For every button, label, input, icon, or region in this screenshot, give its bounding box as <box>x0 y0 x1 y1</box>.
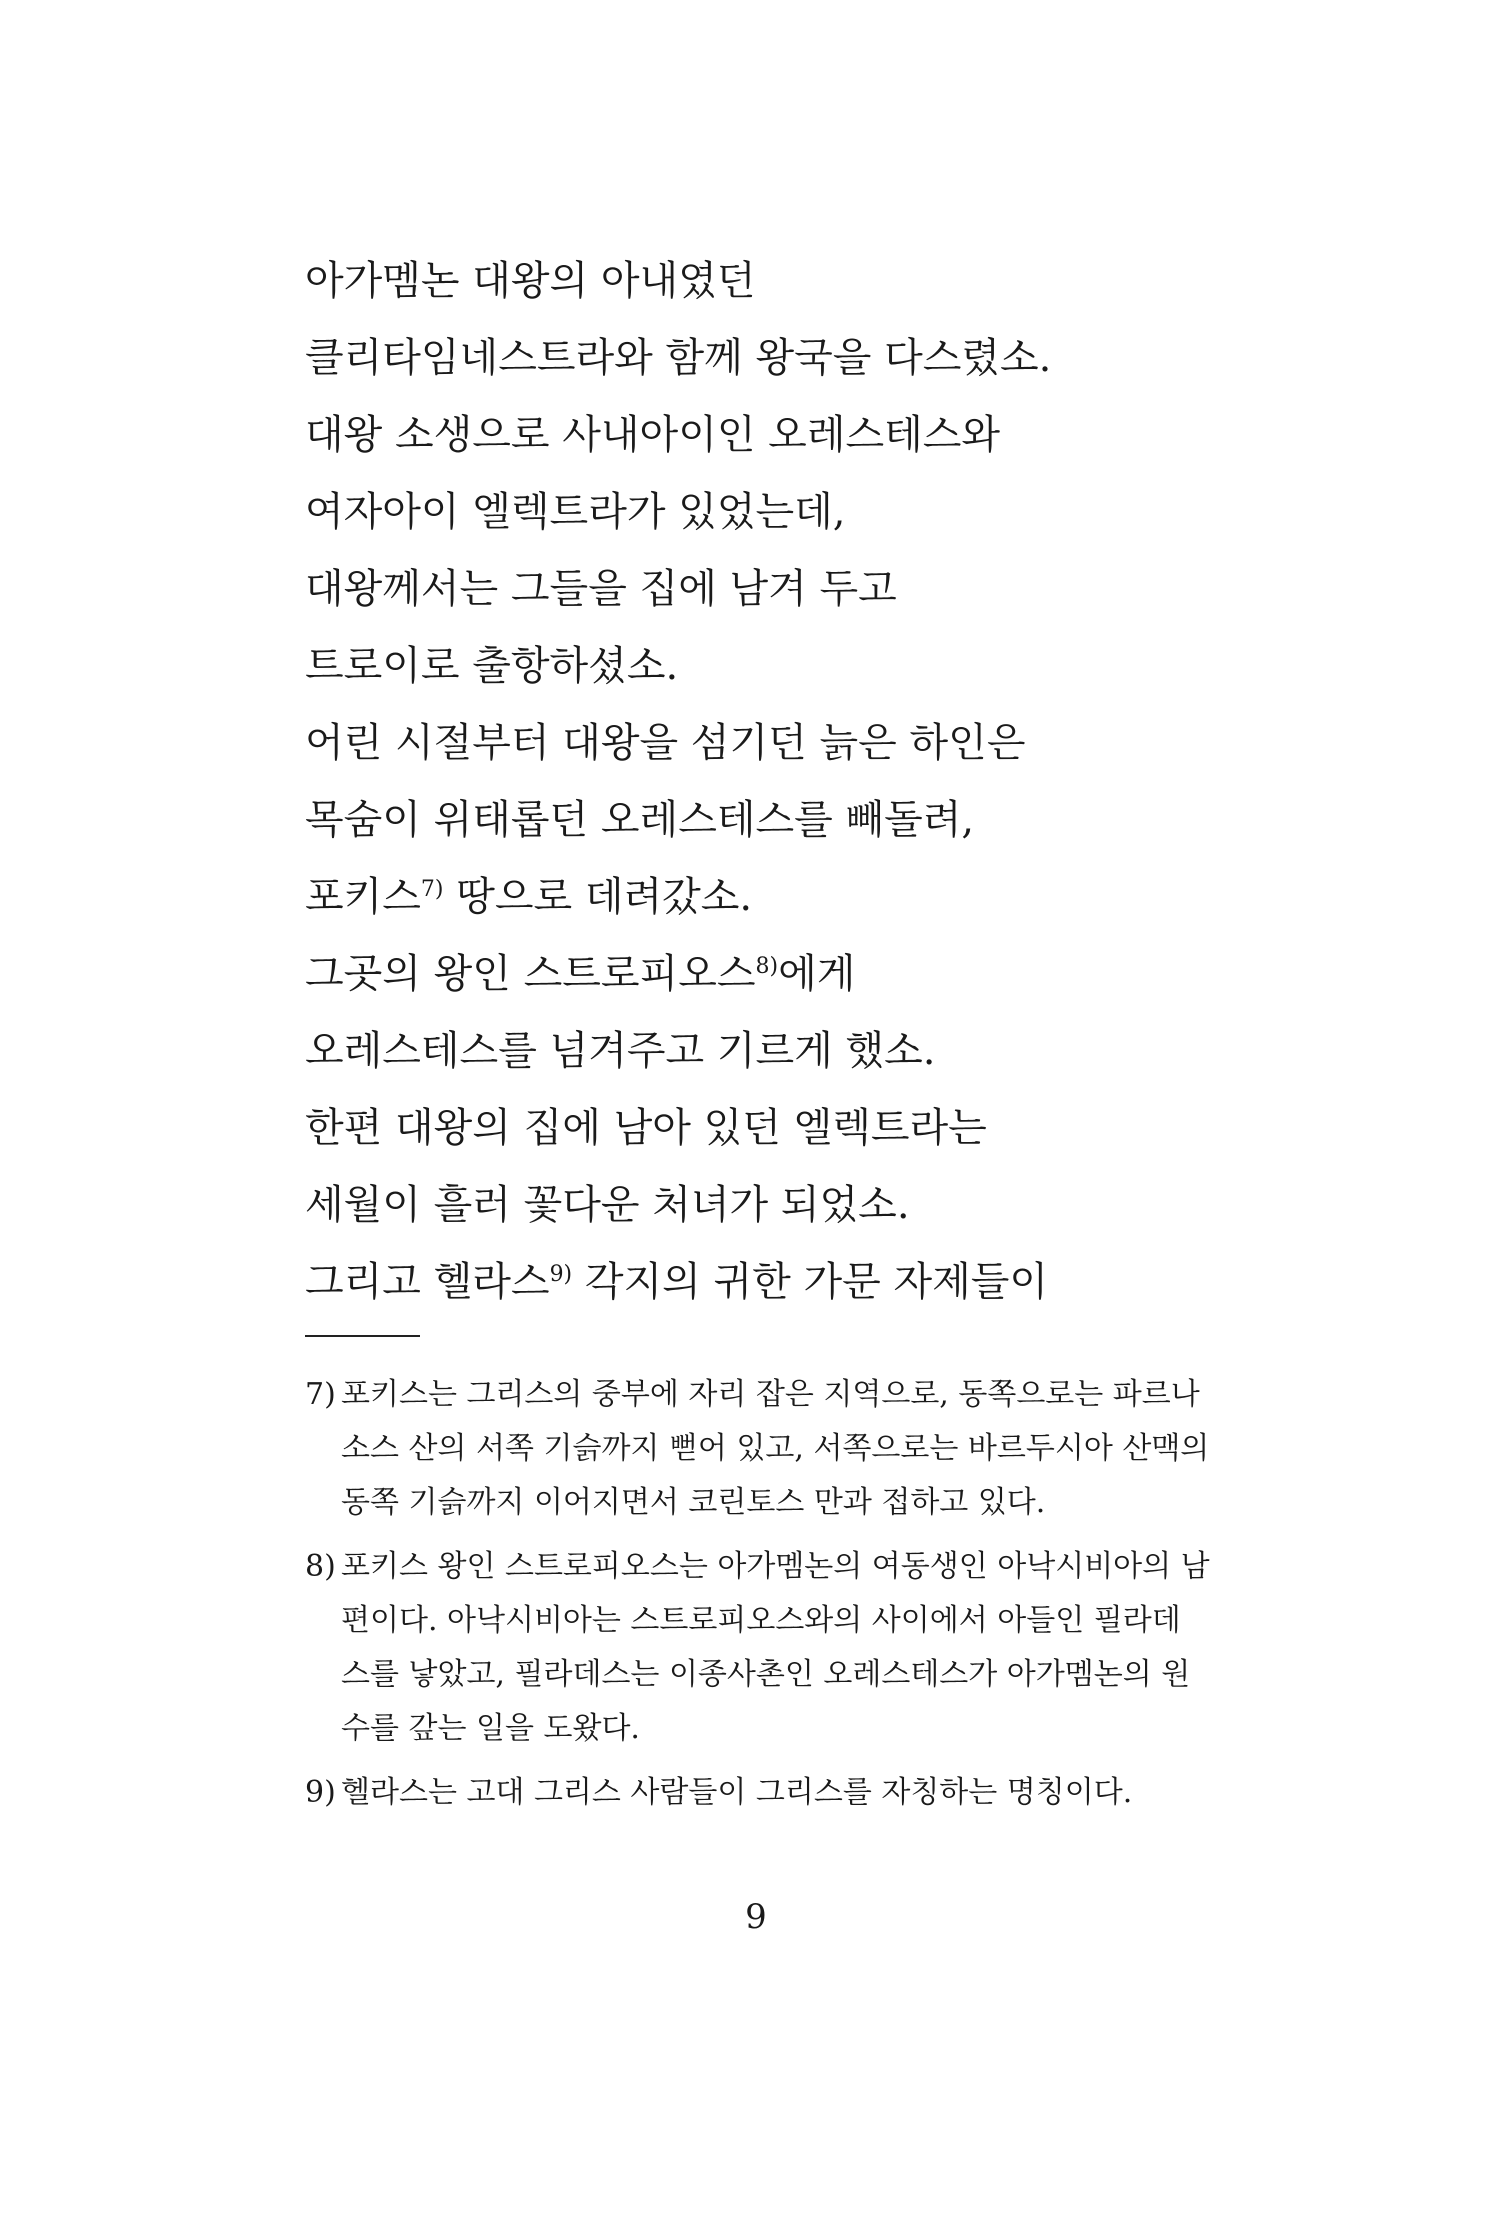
footnote-number: 7) <box>305 1377 336 1412</box>
verse-line <box>305 556 1305 633</box>
verse-line <box>305 1249 1305 1326</box>
page-number: 9 <box>745 1897 767 1937</box>
footnote-line: 헬라스는 고대 그리스 사람들이 그리스를 자칭하는 명칭이다. <box>341 1775 1133 1810</box>
footnote-line: 포키스는 그리스의 중부에 자리 잡은 지역으로, 동쪽으로는 파르나 <box>341 1377 1200 1412</box>
footnote-7 <box>305 1368 1245 1530</box>
footnote-reference: 9) <box>549 1262 573 1287</box>
verse-line-text: 트로이로 출항하셨소. <box>305 643 679 689</box>
verse-line-text: 그곳의 왕인 스트로피오스 <box>305 951 756 997</box>
footnote-divider <box>305 1335 420 1337</box>
verse-line-text: 아가멤논 대왕의 아내였던 <box>305 258 756 304</box>
footnote-line: 포키스 왕인 스트로피오스는 아가멤논의 여동생인 아낙시비아의 남 <box>341 1549 1210 1584</box>
verse-line-text: 대왕 소생으로 사내아이인 오레스테스와 <box>305 412 1001 458</box>
verse-line-text: 각지의 귀한 가문 자제들이 <box>572 1259 1049 1305</box>
footnote-line: 스를 낳았고, 필라데스는 이종사촌인 오레스테스가 아가멤논의 원 <box>341 1657 1191 1692</box>
verse-line-text: 어린 시절부터 대왕을 섬기던 늙은 하인은 <box>305 720 1026 766</box>
verse-line <box>305 1095 1305 1172</box>
verse-line <box>305 1172 1305 1249</box>
verse-line-text: 땅으로 데려갔소. <box>443 874 753 920</box>
footnote-line: 수를 갚는 일을 도왔다. <box>341 1711 640 1746</box>
footnote-reference: 7) <box>420 877 444 902</box>
footnote-line: 소스 산의 서쪽 기슭까지 뻗어 있고, 서쪽으로는 바르두시아 산맥의 <box>341 1431 1210 1466</box>
verse-line <box>305 248 1305 325</box>
verse-line <box>305 941 1305 1018</box>
footnote-number: 8) <box>305 1549 336 1584</box>
verse-line-text: 오레스테스를 넘겨주고 기르게 했소. <box>305 1028 936 1074</box>
verse-line <box>305 402 1305 479</box>
verse-line-text: 여자아이 엘렉트라가 있었는데, <box>305 489 846 535</box>
footnote-line: 편이다. 아낙시비아는 스트로피오스와의 사이에서 아들인 필라데 <box>341 1603 1181 1638</box>
verse-line-text: 대왕께서는 그들을 집에 남겨 두고 <box>305 566 897 612</box>
footnote-number: 9) <box>305 1775 336 1810</box>
verse-line-text: 목숨이 위태롭던 오레스테스를 빼돌려, <box>305 797 975 843</box>
verse-line <box>305 479 1305 556</box>
verse-line-text: 한편 대왕의 집에 남아 있던 엘렉트라는 <box>305 1105 987 1151</box>
verse-line <box>305 864 1305 941</box>
verse-line-text: 에게 <box>778 951 856 997</box>
footnote-8 <box>305 1540 1245 1756</box>
footnote-line: 동쪽 기슭까지 이어지면서 코린토스 만과 접하고 있다. <box>341 1485 1046 1520</box>
footnote-9 <box>305 1766 1245 1820</box>
verse-line <box>305 325 1305 402</box>
verse-line <box>305 787 1305 864</box>
verse-text <box>305 248 1305 1326</box>
footnote-reference: 8) <box>755 954 779 979</box>
footnotes <box>305 1368 1245 1830</box>
verse-line-text: 클리타임네스트라와 함께 왕국을 다스렸소. <box>305 335 1052 381</box>
verse-line-text: 세월이 흘러 꽃다운 처녀가 되었소. <box>305 1182 910 1228</box>
verse-line-text: 그리고 헬라스 <box>305 1259 550 1305</box>
verse-line-text: 포키스 <box>305 874 421 920</box>
verse-line <box>305 633 1305 710</box>
verse-line <box>305 1018 1305 1095</box>
verse-line <box>305 710 1305 787</box>
